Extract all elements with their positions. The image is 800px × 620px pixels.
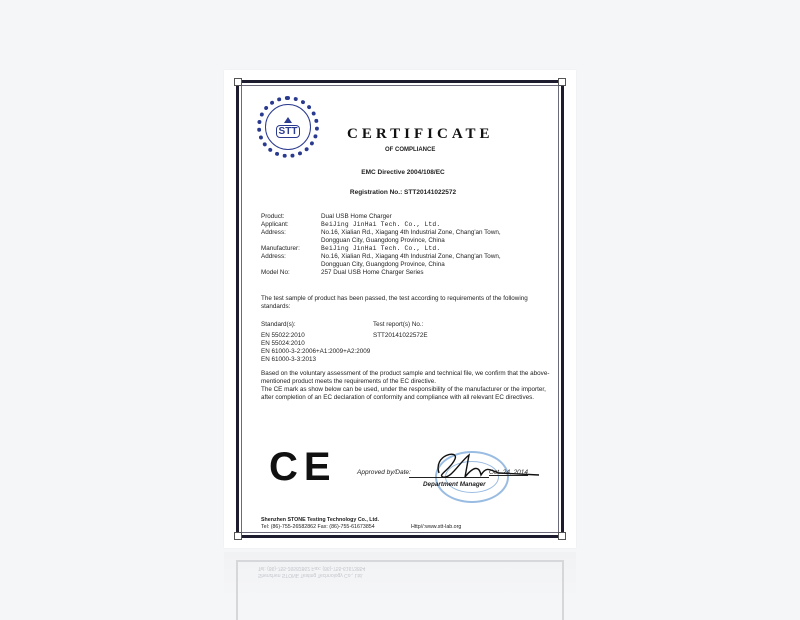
standard-item: EN 55024:2010 [261,340,305,347]
reflection-text: Tel: (86)-755-26582862 Fax: (86)-755-61673854 [258,565,366,571]
border-corner [234,532,242,540]
field-label: Applicant: [261,221,289,228]
test-statement: The test sample of product has been passed, the test according to requirements of the following standards: [261,295,528,310]
border-corner [558,532,566,540]
footer [261,517,379,531]
field-row [261,213,551,221]
footer-company: Shenzhen STONE Testing Technology Co., Ltd. [261,517,380,523]
signer-role: Department Manager [423,481,486,488]
field-value [321,229,551,245]
report-number: STT20141022572E [373,332,428,339]
directive-text: EMC Directive 2004/108/EC [361,169,445,176]
ce-mark-icon: CE [269,445,337,489]
standards-header: Standard(s): [261,321,296,328]
signature-icon [429,445,559,485]
footer-contact: Tel: (86)-755-26582862 Fax: (86)-755-61673854 [261,524,375,530]
certificate-subtitle: OF COMPLIANCE [385,147,436,153]
report-header: Test report(s) No.: [373,321,424,328]
approval-date: Oct. 24, 2014 [489,469,529,476]
field-value-line: Dongguan City, Guangdong Province, China [321,261,445,268]
field-row [261,269,551,277]
field-value [321,245,551,253]
certificate-document [224,70,576,548]
certificate-title: CERTIFICATE [347,126,494,142]
reflection-text: Shenzhen STONE Testing Technology Co., Ltd. [258,572,364,578]
document-reflection [224,552,576,600]
registration-number: Registration No.: STT20141022572 [349,189,457,196]
field-value-line: No.16, Xialian Rd., Xiagang 4th Industrial Zone, Chang'an Town, [321,229,501,236]
field-value-line: BeiJing JinHai Tech. Co., Ltd. [321,221,441,228]
approved-label: Approved by/Date: [357,469,411,476]
field-row [261,229,551,245]
field-row [261,253,551,269]
ce-usage-text: The CE mark as show below can be used, under the responsibility of the manufacturer or the importer, after completion of an EC declaration of conformity and compliance with all relevant EC directives. [261,386,546,401]
field-value [321,213,551,221]
field-value [321,221,551,229]
field-label: Model No: [261,269,290,276]
field-value-line: Dual USB Home Charger [321,213,392,220]
certificate-fields [261,213,551,277]
seal-emblem-icon [284,117,292,123]
seal-logo-text: STT [276,125,301,138]
field-value-line: No.16, Xialian Rd., Xiagang 4th Industrial Zone, Chang'an Town, [321,253,501,260]
field-label: Address: [261,229,286,236]
field-value [321,253,551,269]
border-corner [558,78,566,86]
footer-url: Http//:www.stt-lab.org [411,524,462,530]
field-value-line: Dongguan City, Guangdong Province, China [321,237,445,244]
field-row [261,245,551,253]
standards-section [261,321,551,364]
certificate-border [236,80,564,538]
field-value-line: BeiJing JinHai Tech. Co., Ltd. [321,245,441,252]
field-label: Product: [261,213,285,220]
stt-seal-logo [257,96,319,158]
field-value [321,269,551,277]
standard-item: EN 61000-3-2:2006+A1:2009+A2:2009 [261,348,371,355]
border-corner [234,78,242,86]
standard-item: EN 55022:2010 [261,332,305,339]
assessment-text: Based on the voluntary assessment of the product sample and technical file, we confirm that the above-mentioned product meets the requirements of the EC directive. [261,370,550,385]
field-value-line: 257 Dual USB Home Charger Series [321,269,424,276]
field-label: Address: [261,253,286,260]
field-label: Manufacturer: [261,245,300,252]
field-row [261,221,551,229]
standard-item: EN 61000-3-3:2013 [261,356,316,363]
